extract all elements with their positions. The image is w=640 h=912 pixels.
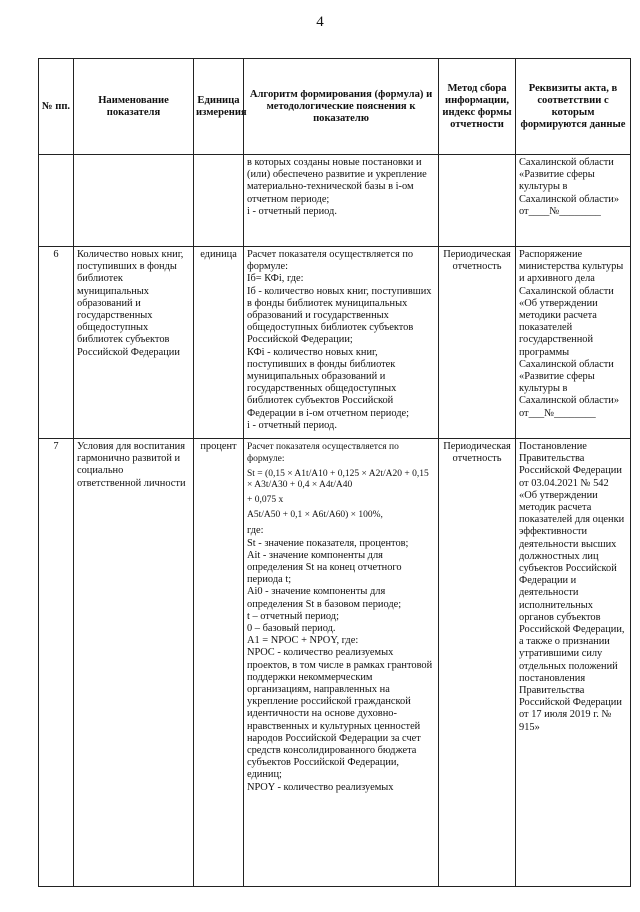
header-unit: Единица измерения	[194, 59, 244, 155]
table-row-continued	[39, 155, 631, 247]
cont-method	[439, 155, 516, 247]
row7-req: Постановление Правительства Российской Федерации от 03.04.2021 № 542 «Об утверждении методик расчета показателей для оценки эффективности деятельности высших должностных лиц субъектов Российской Федерации и деятельности исполнительных органов субъектов Российской Федерации, а также о признании утратившими силу отдельных положений постановления Правительства Российской Федерации от 17 июля 2019 г. № 915»	[516, 439, 631, 887]
header-method: Метод сбора информации, индекс формы отчетности	[439, 59, 516, 155]
cont-name	[74, 155, 194, 247]
row7-algo-intro: Расчет показателя осуществляется по формуле:	[247, 442, 399, 465]
formula-line-3: A5t/A50 + 0,1 × A6t/A60) × 100%,	[247, 510, 383, 521]
header-name: Наименование показателя	[74, 59, 194, 155]
cont-req: Сахалинской области «Развитие сферы культуры в Сахалинской области» от____№________	[516, 155, 631, 247]
row7-num: 7	[39, 439, 74, 887]
header-algo: Алгоритм формирования (формула) и методологические пояснения к показателю	[244, 59, 439, 155]
row6-method: Периодическая отчетность	[439, 247, 516, 439]
row7-method: Периодическая отчетность	[439, 439, 516, 887]
row7-algo-rest: где: St - значение показателя, процентов; Ait - значение компоненты для определения St на конец отчетного периода t; Ai0 - значение компоненты для определения St в базовом периоде; t – отчетный период; 0 – базовый период. A1 = NPOC + NPOY, где: NPOC - количество реализуемых проектов, в том числе в рамках грантовой поддержки некоммерческим организациям, направленных на укрепление российской гражданской идентичности на основе духовно-нравственных и культурных ценностей народов Российской Федерации за счет средств консолидированного бюджета субъектов Российской Федерации, единиц; NPOY - количество реализуемых	[247, 525, 433, 793]
header-num: № пп.	[39, 59, 74, 155]
indicators-table	[38, 58, 631, 887]
row7-name: Условия для воспитания гармонично развитой и социально ответственной личности	[74, 439, 194, 887]
cont-num	[39, 155, 74, 247]
table-header-row	[39, 59, 631, 155]
cont-unit	[194, 155, 244, 247]
table-row-7	[39, 439, 631, 887]
table-row-6	[39, 247, 631, 439]
row6-num: 6	[39, 247, 74, 439]
row6-unit: единица	[194, 247, 244, 439]
formula-line-1: St = (0,15 × A1t/A10 + 0,125 × A2t/A20 + 0,15 × A3t/A30 + 0,4 × A4t/A40	[247, 469, 429, 491]
row6-name: Количество новых книг, поступивших в фонды библиотек муниципальных образований и государственных общедоступных библиотек субъектов Российской Федерации	[74, 247, 194, 439]
row7-algo	[244, 439, 439, 887]
cont-algo: в которых созданы новые постановки и (или) обеспечено развитие и укрепление материально-технической базы в i-ом отчетном периоде; i - отчетный период.	[244, 155, 439, 247]
row6-req: Распоряжение министерства культуры и архивного дела Сахалинской области «Об утверждении методики расчета показателей государственной программы Сахалинской области «Развитие сферы культуры в Сахалинской области» от___№________	[516, 247, 631, 439]
header-req: Реквизиты акта, в соответствии с которым формируются данные	[516, 59, 631, 155]
row7-unit: процент	[194, 439, 244, 887]
page-number: 4	[316, 14, 324, 30]
row6-algo: Расчет показателя осуществляется по формуле: Iб= КФi, где: Iб - количество новых книг, поступивших в фонды библиотек муниципальных образований и государственных общедоступных библиотек субъектов Российской Федерации; КФi - количество новых книг, поступивших в фонды библиотек муниципальных образований и государственных общедоступных библиотек субъектов Российской Федерации в i-ом отчетном периоде; i - отчетный период.	[244, 247, 439, 439]
formula-line-2: + 0,075 x	[247, 495, 284, 506]
